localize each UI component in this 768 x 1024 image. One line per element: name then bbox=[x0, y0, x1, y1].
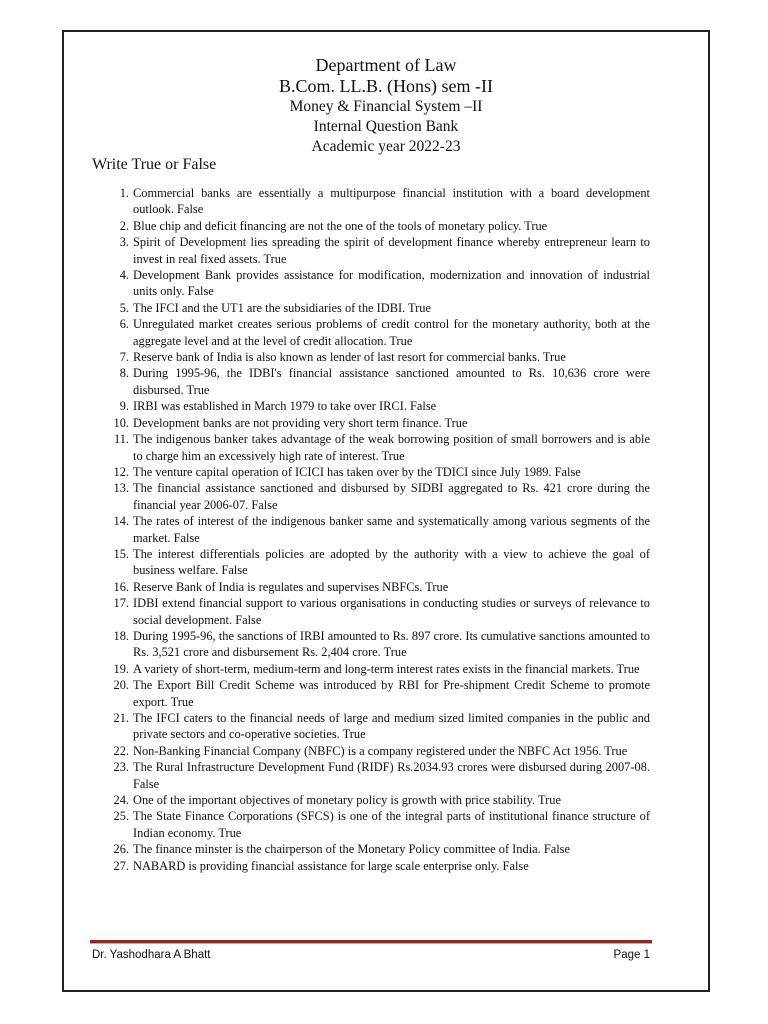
question-number: 9. bbox=[119, 399, 129, 414]
academic-year: Academic year 2022-23 bbox=[311, 138, 461, 155]
question-number: 25. bbox=[113, 809, 129, 824]
question-number: 16. bbox=[113, 579, 129, 594]
question-item bbox=[92, 710, 650, 743]
question-text: The Rural Infrastructure Development Fund (RIDF) Rs.2034.93 crores were disbursed during 2007-08. False bbox=[133, 760, 650, 791]
question-number: 3. bbox=[119, 235, 129, 250]
question-text: The venture capital operation of ICICI has taken over by the TDICI since July 1989. False bbox=[133, 464, 581, 479]
question-text: Non-Banking Financial Company (NBFC) is a company registered under the NBFC Act 1956. True bbox=[133, 743, 628, 758]
question-number: 19. bbox=[113, 661, 129, 676]
question-item bbox=[92, 513, 650, 546]
question-number: 17. bbox=[113, 596, 129, 611]
question-number: 15. bbox=[113, 546, 129, 561]
question-text: During 1995-96, the IDBI's financial assistance sanctioned amounted to Rs. 10,636 crore were disbursed. True bbox=[133, 366, 650, 397]
question-item bbox=[92, 743, 650, 759]
question-number: 14. bbox=[113, 514, 129, 529]
question-text: One of the important objectives of monetary policy is growth with price stability. True bbox=[133, 793, 561, 808]
question-text: Commercial banks are essentially a multipurpose financial institution with a board development outlook. False bbox=[133, 186, 650, 217]
question-text: IDBI extend financial support to various organisations in conducting studies or surveys of relevance to social development. False bbox=[133, 596, 650, 627]
question-number: 11. bbox=[113, 432, 129, 447]
question-item bbox=[92, 316, 650, 349]
question-number: 26. bbox=[113, 842, 129, 857]
question-number: 1. bbox=[119, 186, 129, 200]
question-text: IRBI was established in March 1979 to take over IRCI. False bbox=[133, 399, 437, 414]
document-header bbox=[62, 55, 710, 157]
question-text: The IFCI and the UT1 are the subsidiaries of the IDBI. True bbox=[133, 300, 432, 315]
subject-title: Money & Financial System –II bbox=[289, 98, 483, 115]
question-number: 13. bbox=[113, 481, 129, 496]
question-text: The interest differentials policies are adopted by the authority with a view to achieve the goal of business welfare. False bbox=[133, 546, 650, 578]
question-number: 12. bbox=[113, 464, 129, 479]
question-list bbox=[92, 185, 650, 874]
question-item bbox=[92, 218, 650, 234]
question-text: The IFCI caters to the financial needs of large and medium sized limited companies in the public and private sectors and co-operative societies. True bbox=[133, 711, 650, 742]
question-text: The State Finance Corporations (SFCS) is one of the integral parts of institutional finance structure of Indian economy. True bbox=[133, 809, 650, 840]
question-number: 22. bbox=[113, 743, 129, 758]
question-item bbox=[92, 546, 650, 579]
question-text: The Export Bill Credit Scheme was introduced by RBI for Pre-shipment Credit Scheme to promote export. True bbox=[133, 678, 650, 709]
course-title: B.Com. LL.B. (Hons) sem -II bbox=[279, 76, 493, 96]
question-item bbox=[92, 792, 650, 808]
question-number: 5. bbox=[119, 300, 129, 315]
question-item bbox=[92, 398, 650, 414]
question-item bbox=[92, 677, 650, 710]
question-text: Reserve bank of India is also known as lender of last resort for commercial banks. True bbox=[133, 350, 566, 365]
question-item bbox=[92, 628, 650, 661]
question-text: A variety of short-term, medium-term and long-term interest rates exists in the financial markets. True bbox=[133, 661, 640, 676]
question-number: 23. bbox=[113, 760, 129, 775]
question-text: Unregulated market creates serious problems of credit control for the monetary authority, both at the aggregate level and at the level of credit allocation. True bbox=[133, 317, 650, 348]
question-number: 2. bbox=[119, 218, 129, 233]
question-text: The financial assistance sanctioned and disbursed by SIDBI aggregated to Rs. 421 crore during the financial year 2006-07. False bbox=[133, 481, 650, 512]
question-number: 18. bbox=[113, 628, 129, 643]
question-item bbox=[92, 858, 650, 874]
question-item bbox=[92, 464, 650, 480]
question-text: Blue chip and deficit financing are not the one of the tools of monetary policy. True bbox=[133, 218, 548, 233]
footer-author: Dr. Yashodhara A Bhatt bbox=[92, 949, 211, 961]
question-text: NABARD is providing financial assistance for large scale enterprise only. False bbox=[133, 858, 529, 873]
question-number: 6. bbox=[119, 317, 129, 332]
question-number: 10. bbox=[113, 415, 129, 430]
question-text: The rates of interest of the indigenous banker same and systematically among various segments of the market. False bbox=[133, 514, 650, 545]
question-item bbox=[92, 234, 650, 267]
question-bank-title: Internal Question Bank bbox=[313, 118, 459, 135]
question-item bbox=[92, 415, 650, 431]
question-number: 8. bbox=[119, 366, 129, 381]
question-text: Reserve Bank of India is regulates and supervises NBFCs. True bbox=[133, 579, 449, 594]
question-item bbox=[92, 595, 650, 628]
question-number: 24. bbox=[113, 793, 129, 808]
question-text: Development banks are not providing very short term finance. True bbox=[133, 415, 468, 430]
question-number: 27. bbox=[113, 858, 129, 873]
question-text: Spirit of Development lies spreading the spirit of development finance whereby entrepreneur learn to invest in real fixed assets. True bbox=[133, 235, 650, 266]
page-number: Page 1 bbox=[613, 949, 650, 961]
question-item bbox=[92, 808, 650, 841]
question-item bbox=[92, 579, 650, 595]
question-item bbox=[92, 759, 650, 792]
question-item bbox=[92, 185, 650, 218]
question-text: Development Bank provides assistance for modification, modernization and innovation of industrial units only. False bbox=[133, 268, 650, 299]
question-text: During 1995-96, the sanctions of IRBI amounted to Rs. 897 crore. Its cumulative sanctions amounted to Rs. 3,521 crore and disbursement Rs. 2,404 crore. True bbox=[133, 628, 650, 660]
department-title: Department of Law bbox=[315, 55, 457, 75]
question-item bbox=[92, 349, 650, 365]
question-number: 21. bbox=[113, 711, 129, 725]
question-item bbox=[92, 365, 650, 398]
question-item bbox=[92, 480, 650, 513]
question-item bbox=[92, 267, 650, 300]
question-item bbox=[92, 841, 650, 857]
question-number: 7. bbox=[119, 350, 129, 365]
question-text: The finance minster is the chairperson of the Monetary Policy committee of India. False bbox=[133, 842, 570, 857]
question-item bbox=[92, 300, 650, 316]
footer-divider bbox=[90, 940, 652, 944]
question-text: The indigenous banker takes advantage of the weak borrowing position of small borrowers and is able to charge him an excessively high rate of interest. True bbox=[133, 432, 650, 463]
question-item bbox=[92, 431, 650, 464]
question-item bbox=[92, 661, 650, 677]
section-title: Write True or False bbox=[92, 156, 217, 173]
question-number: 20. bbox=[113, 678, 129, 693]
question-number: 4. bbox=[119, 268, 129, 283]
